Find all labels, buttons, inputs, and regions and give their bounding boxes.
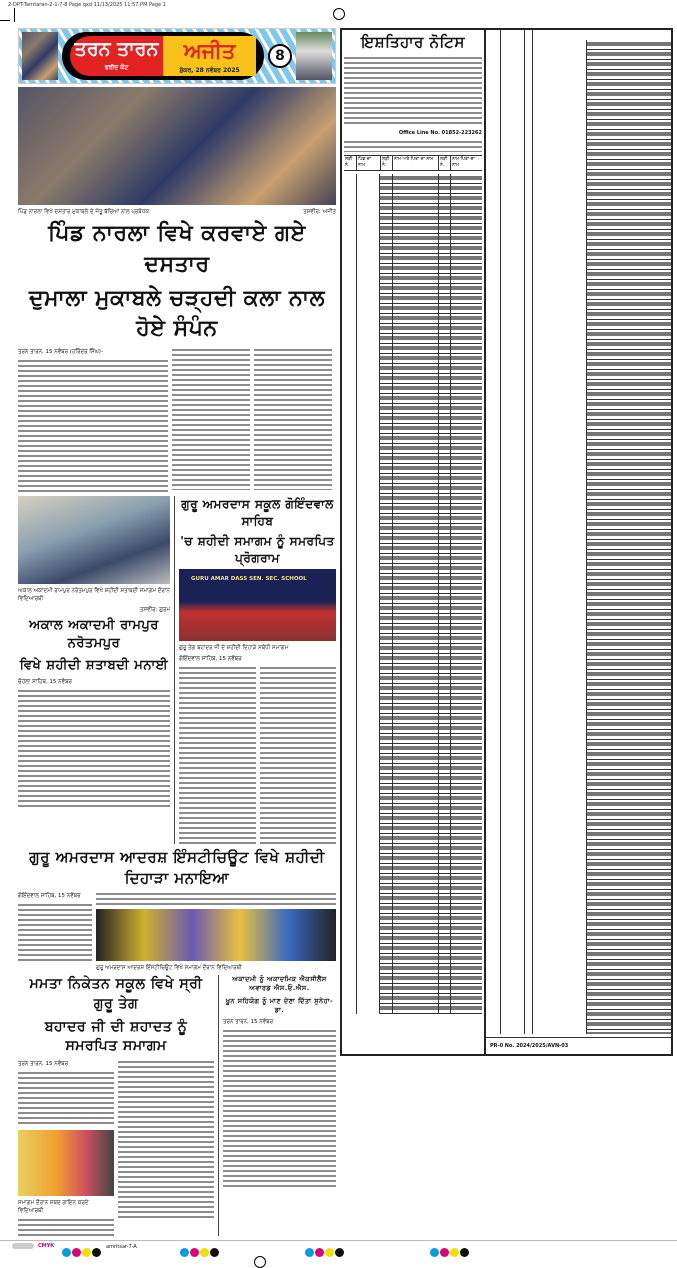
article-dateline: ਗੋਇੰਦਵਾਲ ਸਾਹਿਬ, 15 ਨਵੰਬਰ <box>18 893 81 900</box>
table-column-rule <box>532 30 533 1034</box>
cmyk-dots-icon <box>62 1242 102 1261</box>
article-body-text <box>254 348 332 490</box>
masthead-logo <box>62 32 264 79</box>
plate-label: amritsar-7-A <box>106 1243 137 1250</box>
notice-footer: PR-0 No. 2024/2025/AVN-03 <box>486 1037 671 1054</box>
academy-column <box>223 975 336 1188</box>
column-rule <box>218 975 219 1235</box>
article-dateline: ਤਰਨ ਤਾਰਨ, 15 ਨਵੰਬਰ <box>223 1018 274 1025</box>
bottom-section <box>18 975 336 1235</box>
mamta-headline-line-1: ਮਮਤਾ ਨਿਕੇਤਨ ਸਕੂਲ ਵਿਖੇ ਸ੍ਰੀ ਗੁਰੂ ਤੇਗ <box>29 976 203 1012</box>
akal-column <box>18 496 170 807</box>
advertisement-notice-panel <box>340 28 673 1056</box>
article-body-text <box>18 359 168 493</box>
news-column <box>18 28 336 1236</box>
notice-table-rows <box>586 40 671 1034</box>
masthead-paper-block <box>163 36 256 75</box>
school-banner-text: GURU AMAR DASS SEN. SEC. SCHOOL <box>191 576 307 583</box>
office-line: Office Line No. 01852-223262 <box>398 130 482 136</box>
article-body-text <box>179 666 256 844</box>
school-body <box>179 666 336 844</box>
table-column-rule <box>524 30 525 1034</box>
date: ਸ਼ੁੱਕਰ, 28 ਨਵੰਬਰ 2025 <box>179 66 240 74</box>
edition: ਫਰੀਦ ਕੋਟ <box>104 63 129 71</box>
masthead <box>18 28 336 84</box>
mamta-photo <box>18 1130 114 1196</box>
gray-swatch <box>12 1243 34 1249</box>
mamta-headline-line-2: ਬਹਾਦਰ ਜੀ ਦੀ ਸ਼ਹਾਦਤ ਨੂੰ ਸਮਰਪਿਤ ਸਮਾਗਮ <box>44 1018 188 1055</box>
article-dateline: ਚੋਹਲਾ ਸਾਹਿਬ, 15 ਨਵੰਬਰ <box>18 678 72 685</box>
article-dateline: ਤਰਨ ਤਾਰਨ, 15 ਨਵੰਬਰ <box>18 1060 69 1067</box>
institute-photo-caption: ਗੁਰੂ ਅਮਰਦਾਸ ਆਦਰਸ਼ ਇੰਸਟੀਚਿਊਟ ਵਿਖੇ ਸਮਾਗਮ ਦੌਰਾਨ ਵਿਦਿਆਰਥੀ <box>96 965 242 972</box>
notice-left-part <box>342 30 484 1054</box>
cmyk-dots-icon <box>430 1242 470 1261</box>
page-bottom-rule <box>0 1240 677 1241</box>
print-slug-line: 2-DPT-Tarntaran-2-1-7-8 Page qxd 11/13/2025 11:57 PM Page 1 <box>8 2 166 8</box>
column-header: ਨਾਮ ਅਤੇ ਪਿਤਾ ਦਾ ਨਾਮ <box>392 156 438 170</box>
crop-mark <box>0 20 10 21</box>
main-photo-caption: ਪਿੰਡ ਨਾਰਲਾ ਵਿਖੇ ਦਸਤਾਰ ਮੁਕਾਬਲੇ ਦੇ ਜੇਤੂ ਬੱਚਿਆਂ ਨਾਲ ਪ੍ਰਬੰਧਕ <box>18 209 149 215</box>
mamta-body <box>18 1060 214 1236</box>
institute-headline: ਗੁਰੂ ਅਮਰਦਾਸ ਆਦਰਸ਼ ਇੰਸਟੀਚਿਊਟ ਵਿਖੇ ਸ਼ਹੀਦੀ ਦਿਹਾੜਾ ਮਨਾਇਆ <box>29 848 325 888</box>
registration-mark-icon <box>333 8 345 20</box>
academy-headline-line-1: ਅਕਾਦਮੀ ਨੂੰ ਅਕਾਦਮਿਕ ਐਕਸੀਲੈਂਸ ਅਵਾਰਡ ਐਸ.ਓ.ਐਸ. <box>232 975 327 993</box>
article-body-text <box>223 1029 336 1189</box>
notice-table-right <box>486 30 671 1054</box>
notice-title: ਇਸ਼ਤਿਹਾਰ ਨੋਟਿਸ <box>361 33 465 51</box>
photo-credit: ਤਸਵੀਰ: ਅਜੀਤ <box>303 209 336 215</box>
school-photo <box>179 569 336 641</box>
school-photo-caption: ਗੁਰੂ ਤੇਗ ਬਹਾਦਰ ਜੀ ਦੇ ਸ਼ਹੀਦੀ ਦਿਹਾੜੇ ਸਬੰਧੀ ਸਮਾਗਮ <box>179 645 289 652</box>
academy-headline-line-2: ਖੂਨ ਸਹਿਯੋਗ ਨੂੰ ਮਾਣ ਦੇਣਾ ਦਿੱਤਾ ਸੁਨੇਹਾ- ਡਾ. <box>225 996 334 1014</box>
table-column <box>356 174 380 1014</box>
mamta-left-col <box>18 1060 114 1236</box>
akal-photo-caption: ਅਕਾਲ ਅਕਾਦਮੀ ਰਾਮਪੁਰ ਨਰੋਤਮਪੁਰ ਵਿਖੇ ਸ਼ਹੀਦੀ ਸ਼ਤਾਬਦੀ ਸਮਾਗਮ ਦੌਰਾਨ ਵਿਦਿਆਰਥੀ <box>18 588 170 603</box>
school-column <box>179 496 336 844</box>
registration-mark-icon <box>254 1256 266 1268</box>
school-headline-line-1: ਗੁਰੂ ਅਮਰਦਾਸ ਸਕੂਲ ਗੋਇੰਦਵਾਲ ਸਾਹਿਬ <box>181 497 334 528</box>
city-name: ਤਰਨ ਤਾਰਨ <box>74 38 159 61</box>
main-photo <box>18 87 336 205</box>
article-body-text <box>172 348 250 490</box>
mamta-column <box>18 975 214 1235</box>
article-body-text <box>18 689 170 807</box>
masthead-left-image <box>22 32 58 80</box>
cmyk-label: CMYK <box>38 1242 55 1249</box>
article-dateline: ਗੋਇੰਦਵਾਲ ਸਾਹਿਬ, 15 ਨਵੰਬਰ <box>179 656 242 663</box>
article-body-text <box>96 892 336 906</box>
institute-photo-col <box>96 892 336 972</box>
paper-name: ਅਜੀਤ <box>183 39 236 64</box>
mamta-photo-caption: ਸਮਾਗਮ ਦੌਰਾਨ ਸ਼ਬਦ ਗਾਇਨ ਕਰਦੇ ਵਿਦਿਆਰਥੀ <box>18 1199 89 1214</box>
table-column-rule <box>392 174 393 1014</box>
main-body-col <box>18 348 168 493</box>
print-color-bar <box>0 1242 677 1254</box>
akal-headline-line-1: ਅਕਾਲ ਅਕਾਦਮੀ ਰਾਮਪੁਰ ਨਰੋਤਮਪੁਰ <box>29 618 159 652</box>
main-headline-line-2: ਦੁਮਾਲਾ ਮੁਕਾਬਲੇ ਚੜ੍ਹਦੀ ਕਲਾ ਨਾਲ ਹੋਏ ਸੰਪੰਨ <box>29 285 325 342</box>
photo-credit: ਤਸਵੀਰ: ਗੁਰਮ <box>139 607 170 614</box>
column-header: ਲੜੀ ਨੰ. <box>345 157 353 168</box>
article-dateline: ਤਰਨ ਤਾਰਨ, 15 ਨਵੰਬਰ (ਹਰਿੰਦਰ ਸਿੰਘ)- <box>18 349 103 356</box>
table-column <box>344 174 356 1014</box>
masthead-city-block <box>70 36 163 75</box>
notice-table-body <box>344 174 482 1014</box>
institute-text-col <box>18 892 92 963</box>
table-column-rule <box>450 174 451 1014</box>
page-columns <box>18 28 677 1236</box>
main-article-body <box>18 348 336 493</box>
main-caption-row <box>18 208 336 216</box>
main-headline-line-1: ਪਿੰਡ ਨਾਰਲਾ ਵਿਖੇ ਕਰਵਾਏ ਗਏ ਦਸਤਾਰ <box>48 221 306 277</box>
column-header: ਪਿੰਡ ਦਾ ਨਾਮ <box>356 156 380 170</box>
school-headline-line-2: 'ਚ ਸ਼ਹੀਦੀ ਸਮਾਗਮ ਨੂੰ ਸਮਰਪਿਤ ਪ੍ਰੋਗਰਾਮ <box>180 533 335 565</box>
cmyk-dots-icon <box>180 1242 220 1261</box>
article-body-text <box>118 1060 214 1220</box>
institute-photo <box>96 909 336 961</box>
cmyk-dots-icon <box>305 1242 345 1261</box>
notice-body-text <box>344 140 482 152</box>
column-rule <box>174 496 175 844</box>
akal-academy-photo <box>18 496 170 584</box>
page-number: 8 <box>268 44 292 68</box>
notice-body-text <box>344 56 482 126</box>
column-header: ਨਾਮ ਪਿਤਾ ਦਾ ਨਾਮ <box>450 156 482 170</box>
article-body-text <box>18 1071 114 1127</box>
column-header: ਲੜੀ ਨੰ. <box>380 156 392 170</box>
masthead-right-image <box>296 32 332 80</box>
article-body-text <box>18 1218 114 1236</box>
article-body-text <box>260 666 337 844</box>
mid-section <box>18 496 336 844</box>
article-body-text <box>18 903 92 963</box>
table-column-rule <box>438 174 439 1014</box>
institute-body <box>18 892 336 972</box>
notice-table-right-grid <box>486 30 671 1034</box>
akal-headline-line-2: ਵਿਖੇ ਸ਼ਹੀਦੀ ਸ਼ਤਾਬਦੀ ਮਨਾਈ <box>19 657 169 673</box>
notice-table-header <box>344 155 482 171</box>
table-column-rule <box>500 30 501 1034</box>
crop-mark <box>14 8 15 22</box>
column-header: ਲੜੀ ਨੰ. <box>438 156 450 170</box>
